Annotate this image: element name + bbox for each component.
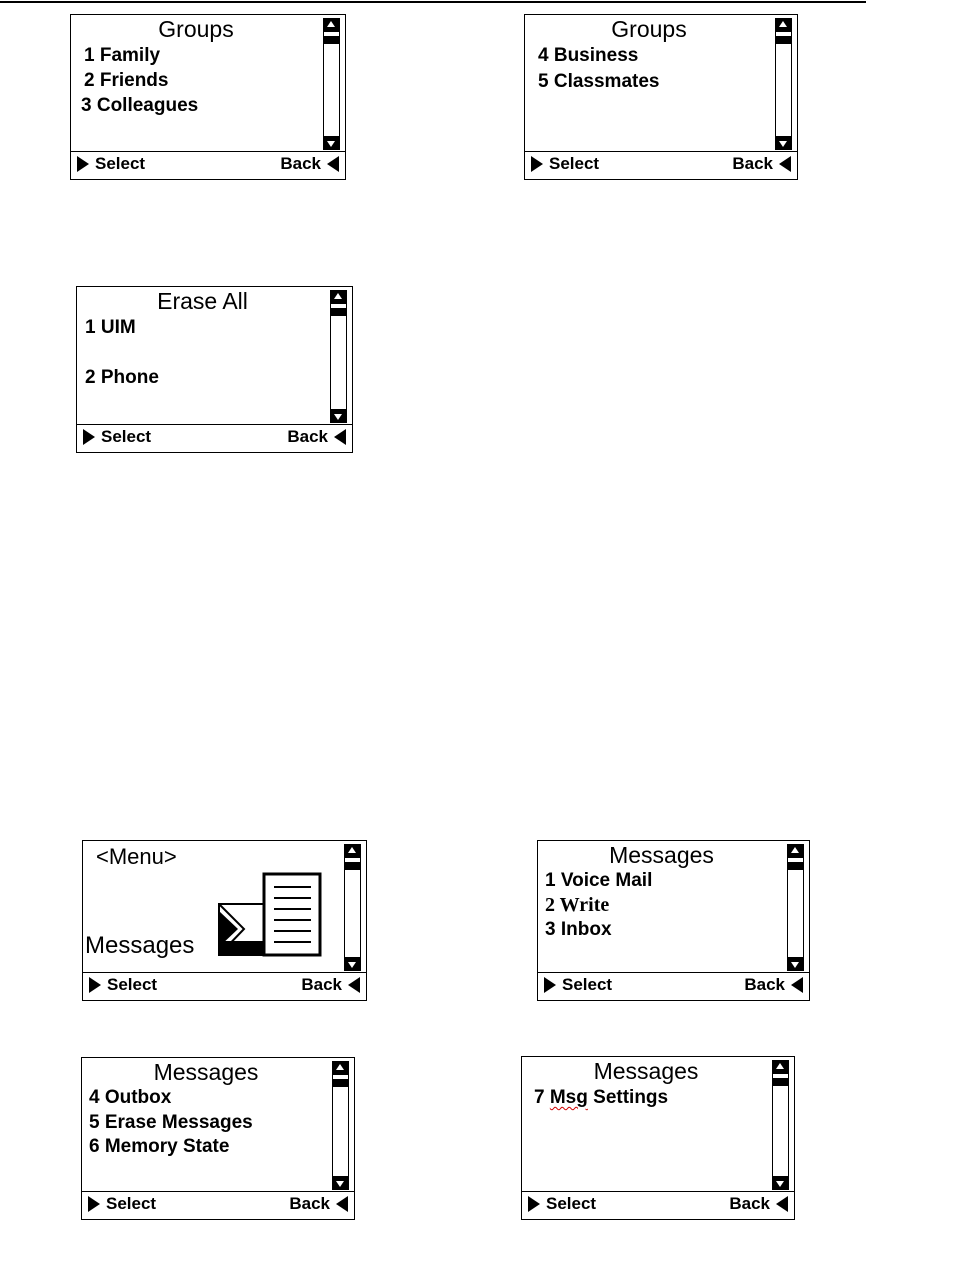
scroll-thumb[interactable] bbox=[330, 308, 347, 316]
screen-title: Groups bbox=[158, 16, 234, 42]
menu-heading: <Menu> bbox=[96, 844, 177, 869]
erase-all-screen bbox=[76, 286, 353, 453]
scrollbar[interactable] bbox=[332, 1061, 349, 1190]
item-word-settings: Settings bbox=[593, 1087, 669, 1108]
select-softkey[interactable]: Select bbox=[526, 1192, 596, 1219]
scroll-up-arrow-icon[interactable] bbox=[775, 18, 792, 32]
select-softkey[interactable]: Select bbox=[81, 425, 151, 452]
back-softkey[interactable]: Back bbox=[301, 973, 362, 1000]
select-softkey[interactable]: Select bbox=[529, 152, 599, 179]
softkey-bar bbox=[83, 972, 366, 1000]
scroll-up-arrow-icon[interactable] bbox=[772, 1060, 789, 1074]
scroll-thumb[interactable] bbox=[772, 1078, 789, 1086]
groups-screen-2 bbox=[524, 14, 798, 180]
softkey-bar bbox=[82, 1191, 354, 1219]
scroll-down-arrow-icon[interactable] bbox=[787, 957, 804, 971]
menu-item-business[interactable]: 4 Business bbox=[538, 45, 639, 66]
menu-item-erase-messages[interactable]: 5 Erase Messages bbox=[89, 1112, 253, 1133]
scroll-thumb[interactable] bbox=[775, 36, 792, 44]
scrollbar[interactable] bbox=[323, 18, 340, 150]
scrollbar[interactable] bbox=[772, 1060, 789, 1190]
softkey-bar bbox=[525, 151, 797, 179]
menu-item-colleagues[interactable]: 3 Colleagues bbox=[81, 95, 199, 116]
menu-item-msg-settings[interactable] bbox=[534, 1086, 668, 1110]
item-number: 7 bbox=[534, 1087, 545, 1108]
scroll-up-arrow-icon[interactable] bbox=[323, 18, 340, 32]
scroll-down-arrow-icon[interactable] bbox=[775, 136, 792, 150]
menu-item-write[interactable]: 2 Write bbox=[545, 894, 610, 916]
messages-screen-1 bbox=[537, 840, 810, 1001]
messages-screen-2 bbox=[81, 1057, 355, 1220]
screen-title: Messages bbox=[609, 842, 714, 868]
messages-envelope-document-icon bbox=[218, 871, 323, 959]
scroll-thumb[interactable] bbox=[332, 1079, 349, 1087]
back-softkey[interactable]: Back bbox=[729, 1192, 790, 1219]
scrollbar[interactable] bbox=[344, 844, 361, 971]
screen-title: Groups bbox=[611, 16, 687, 42]
back-softkey[interactable]: Back bbox=[732, 152, 793, 179]
menu-item-friends[interactable]: 2 Friends bbox=[84, 70, 169, 91]
scroll-down-arrow-icon[interactable] bbox=[323, 136, 340, 150]
scroll-thumb[interactable] bbox=[323, 36, 340, 44]
scroll-down-arrow-icon[interactable] bbox=[772, 1176, 789, 1190]
menu-item-voice-mail[interactable]: 1 Voice Mail bbox=[545, 870, 653, 891]
menu-item-uim[interactable]: 1 UIM bbox=[85, 317, 136, 338]
menu-item-family[interactable]: 1 Family bbox=[84, 45, 161, 66]
select-softkey[interactable]: Select bbox=[87, 973, 157, 1000]
back-softkey[interactable]: Back bbox=[280, 152, 341, 179]
select-softkey[interactable]: Select bbox=[86, 1192, 156, 1219]
scroll-down-arrow-icon[interactable] bbox=[332, 1176, 349, 1190]
menu-item-classmates[interactable]: 5 Classmates bbox=[538, 71, 660, 92]
scroll-up-arrow-icon[interactable] bbox=[330, 290, 347, 304]
softkey-bar bbox=[71, 151, 345, 179]
scrollbar[interactable] bbox=[330, 290, 347, 423]
menu-item-phone[interactable]: 2 Phone bbox=[85, 367, 159, 388]
top-divider-line bbox=[0, 1, 866, 3]
softkey-bar bbox=[522, 1191, 794, 1219]
menu-item-memory-state[interactable]: 6 Memory State bbox=[89, 1136, 230, 1157]
back-softkey[interactable]: Back bbox=[287, 425, 348, 452]
back-softkey[interactable]: Back bbox=[289, 1192, 350, 1219]
scrollbar[interactable] bbox=[775, 18, 792, 150]
screen-title: Erase All bbox=[157, 288, 248, 314]
menu-item-inbox[interactable]: 3 Inbox bbox=[545, 919, 612, 940]
screen-title: Messages bbox=[593, 1058, 699, 1084]
scroll-down-arrow-icon[interactable] bbox=[330, 409, 347, 423]
scrollbar[interactable] bbox=[787, 844, 804, 971]
scroll-up-arrow-icon[interactable] bbox=[332, 1061, 349, 1075]
scroll-up-arrow-icon[interactable] bbox=[787, 844, 804, 858]
scroll-thumb[interactable] bbox=[344, 862, 361, 870]
scroll-up-arrow-icon[interactable] bbox=[344, 844, 361, 858]
main-menu-screen bbox=[82, 840, 367, 1001]
softkey-bar bbox=[538, 972, 809, 1000]
messages-screen-3 bbox=[521, 1056, 795, 1220]
screen-title: Messages bbox=[153, 1059, 259, 1085]
menu-item-messages[interactable]: Messages bbox=[85, 932, 195, 959]
select-softkey[interactable]: Select bbox=[542, 973, 612, 1000]
groups-screen-1 bbox=[70, 14, 346, 180]
scroll-thumb[interactable] bbox=[787, 862, 804, 870]
scroll-down-arrow-icon[interactable] bbox=[344, 957, 361, 971]
menu-item-outbox[interactable]: 4 Outbox bbox=[89, 1087, 172, 1108]
select-softkey[interactable]: Select bbox=[75, 152, 145, 179]
softkey-bar bbox=[77, 424, 352, 452]
item-word-msg: Msg bbox=[549, 1087, 588, 1108]
back-softkey[interactable]: Back bbox=[744, 973, 805, 1000]
